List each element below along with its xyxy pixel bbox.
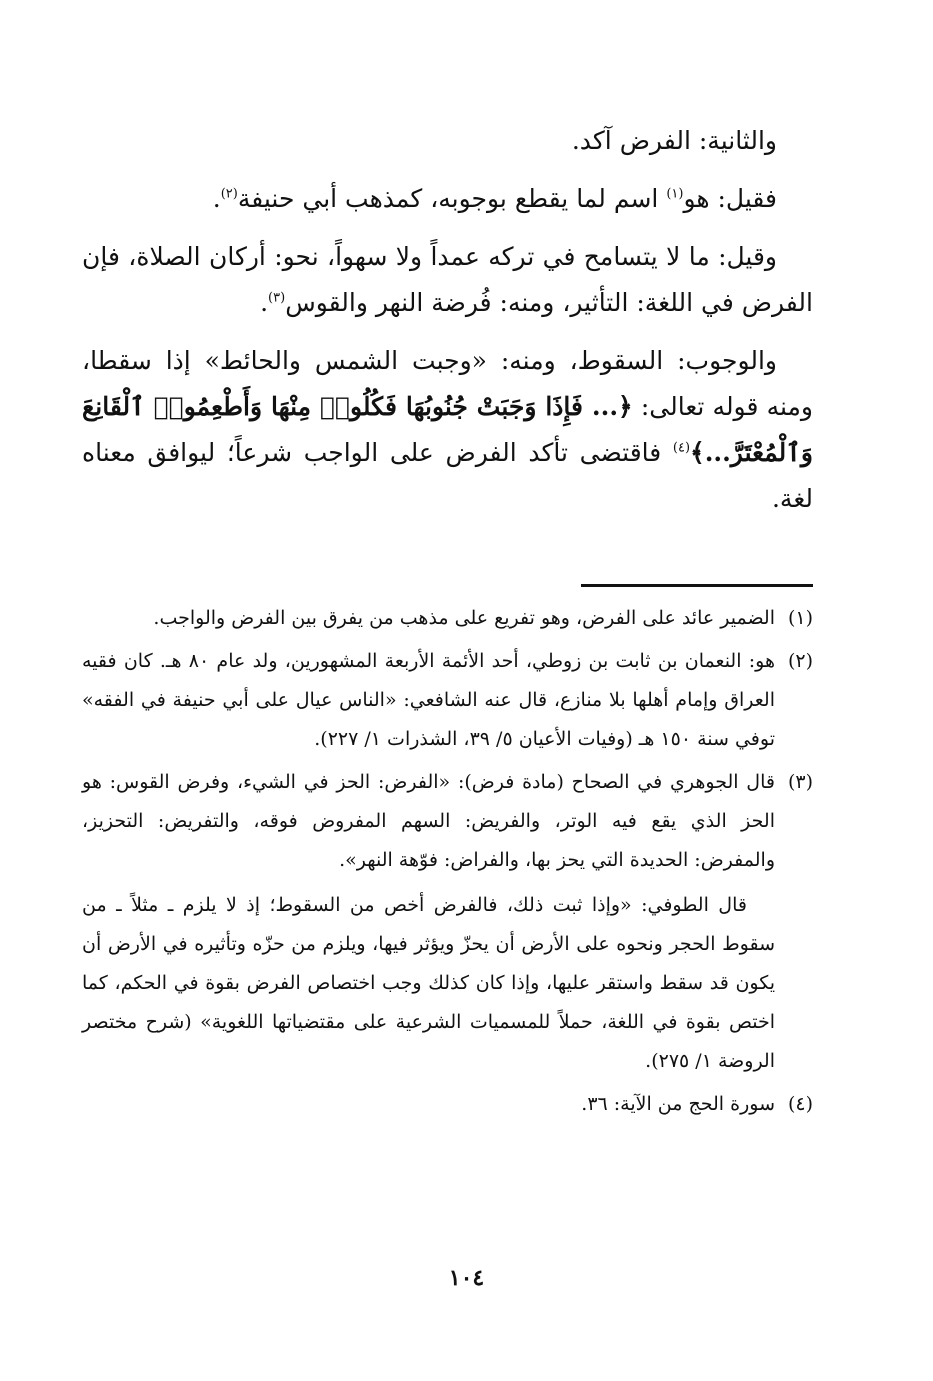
quran-verse: ﴿... فَإِذَا وَجَبَتْ جُنُوبُهَا فَكُلُوا۟ مِنْهَا وَأَطْعِمُوا۟ ٱلْقَانِعَ وَٱلْمُعْتَرَّ...﴾: [82, 392, 813, 467]
footnote-1: [82, 599, 813, 638]
footnote-3-continuation: قال الطوفي: «وإذا ثبت ذلك، فالفرض أخص من السقوط؛ إذ لا يلزم ـ مثلاً ـ من سقوط الحجر ونحوه على الأرض أن يحزّ ويؤثر فيها، ويلزم من حزّه وتأثيره في الأرض أن يكون قد سقط واستقر عليها، وإذا كان كذلك وجب اختصاص الفرض بقوة في الحكم، كما اختص بقوة في اللغة، حملاً للمسميات الشرعية على مقتضياتها اللغوية» (شرح مختصر الروضة ١/ ٢٧٥).: [82, 894, 775, 1072]
footnote-text: سورة الحج من الآية: ٣٦.: [581, 1093, 775, 1115]
paragraph-1: والثانية: الفرض آكد.: [571, 126, 777, 155]
main-text: [82, 118, 813, 522]
footnote-text: الضمير عائد على الفرض، وهو تفريع على مذهب من يفرق بين الفرض والواجب.: [153, 607, 775, 629]
paragraph-3-part-a: وقيل: ما لا يتسامح في تركه عمداً ولا سهواً، نحو: أركان الصلاة، فإن الفرض في اللغة: التأثير، ومنه: فُرضة النهر والقوس: [82, 242, 813, 317]
footnote-number: (٢): [787, 650, 813, 672]
footnotes: [82, 599, 813, 1124]
paragraph-3: [82, 234, 813, 326]
paragraph-2-part-b: اسم لما يقطع بوجوبه، كمذهب أبي حنيفة: [237, 184, 667, 213]
paragraph-2-part-a: فقيل: هو: [683, 184, 777, 213]
paragraph-4-part-a: والوجوب: السقوط، ومنه: «وجبت الشمس والحائط» إذا سقطا، ومنه قوله تعالى:: [82, 346, 813, 421]
footnote-4: [82, 1085, 813, 1124]
footnote-number: (٣): [787, 771, 813, 793]
footnote-ref-4[interactable]: (٤): [672, 440, 691, 456]
footnote-number: (١): [787, 607, 813, 629]
paragraph-2: [82, 176, 813, 222]
page-number: ١٠٤: [448, 1265, 485, 1291]
footnote-separator: [581, 584, 813, 587]
paragraph-4: [82, 338, 813, 522]
footnote-ref-2[interactable]: (٢): [220, 186, 238, 202]
paragraph-3-part-b: .: [260, 288, 269, 317]
footnote-text: قال الجوهري في الصحاح (مادة فرض): «الفرض: الحز في الشيء، وفرض القوس: هو الحز الذي يقع فيه الوتر، والفريض: السهم المفروض فوقه، والتفريض: التحزيز، والمفرض: الحديدة التي يحز بها، والفراض: فوّهة النهر».: [82, 771, 775, 871]
footnote-3: [82, 763, 813, 1081]
page-body: [82, 118, 813, 1381]
footnote-2: [82, 642, 813, 759]
footnote-ref-1[interactable]: (١): [666, 186, 684, 202]
footnote-number: (٤): [787, 1093, 813, 1115]
paragraph-2-part-c: .: [212, 184, 221, 213]
footnote-ref-3[interactable]: (٣): [268, 290, 286, 306]
footnote-text: هو: النعمان بن ثابت بن زوطي، أحد الأئمة الأربعة المشهورين، ولد عام ٨٠ هـ. كان فقيه العراق وإمام أهلها بلا منازع، قال عنه الشافعي: «الناس عيال على أبي حنيفة في الفقه» توفي سنة ١٥٠ هـ (وفيات الأعيان ٥/ ٣٩، الشذرات ١/ ٢٢٧).: [82, 650, 775, 750]
paragraph-4-part-b: فاقتضى تأكد الفرض على الواجب شرعاً؛ ليوافق معناه لغة.: [82, 438, 813, 513]
